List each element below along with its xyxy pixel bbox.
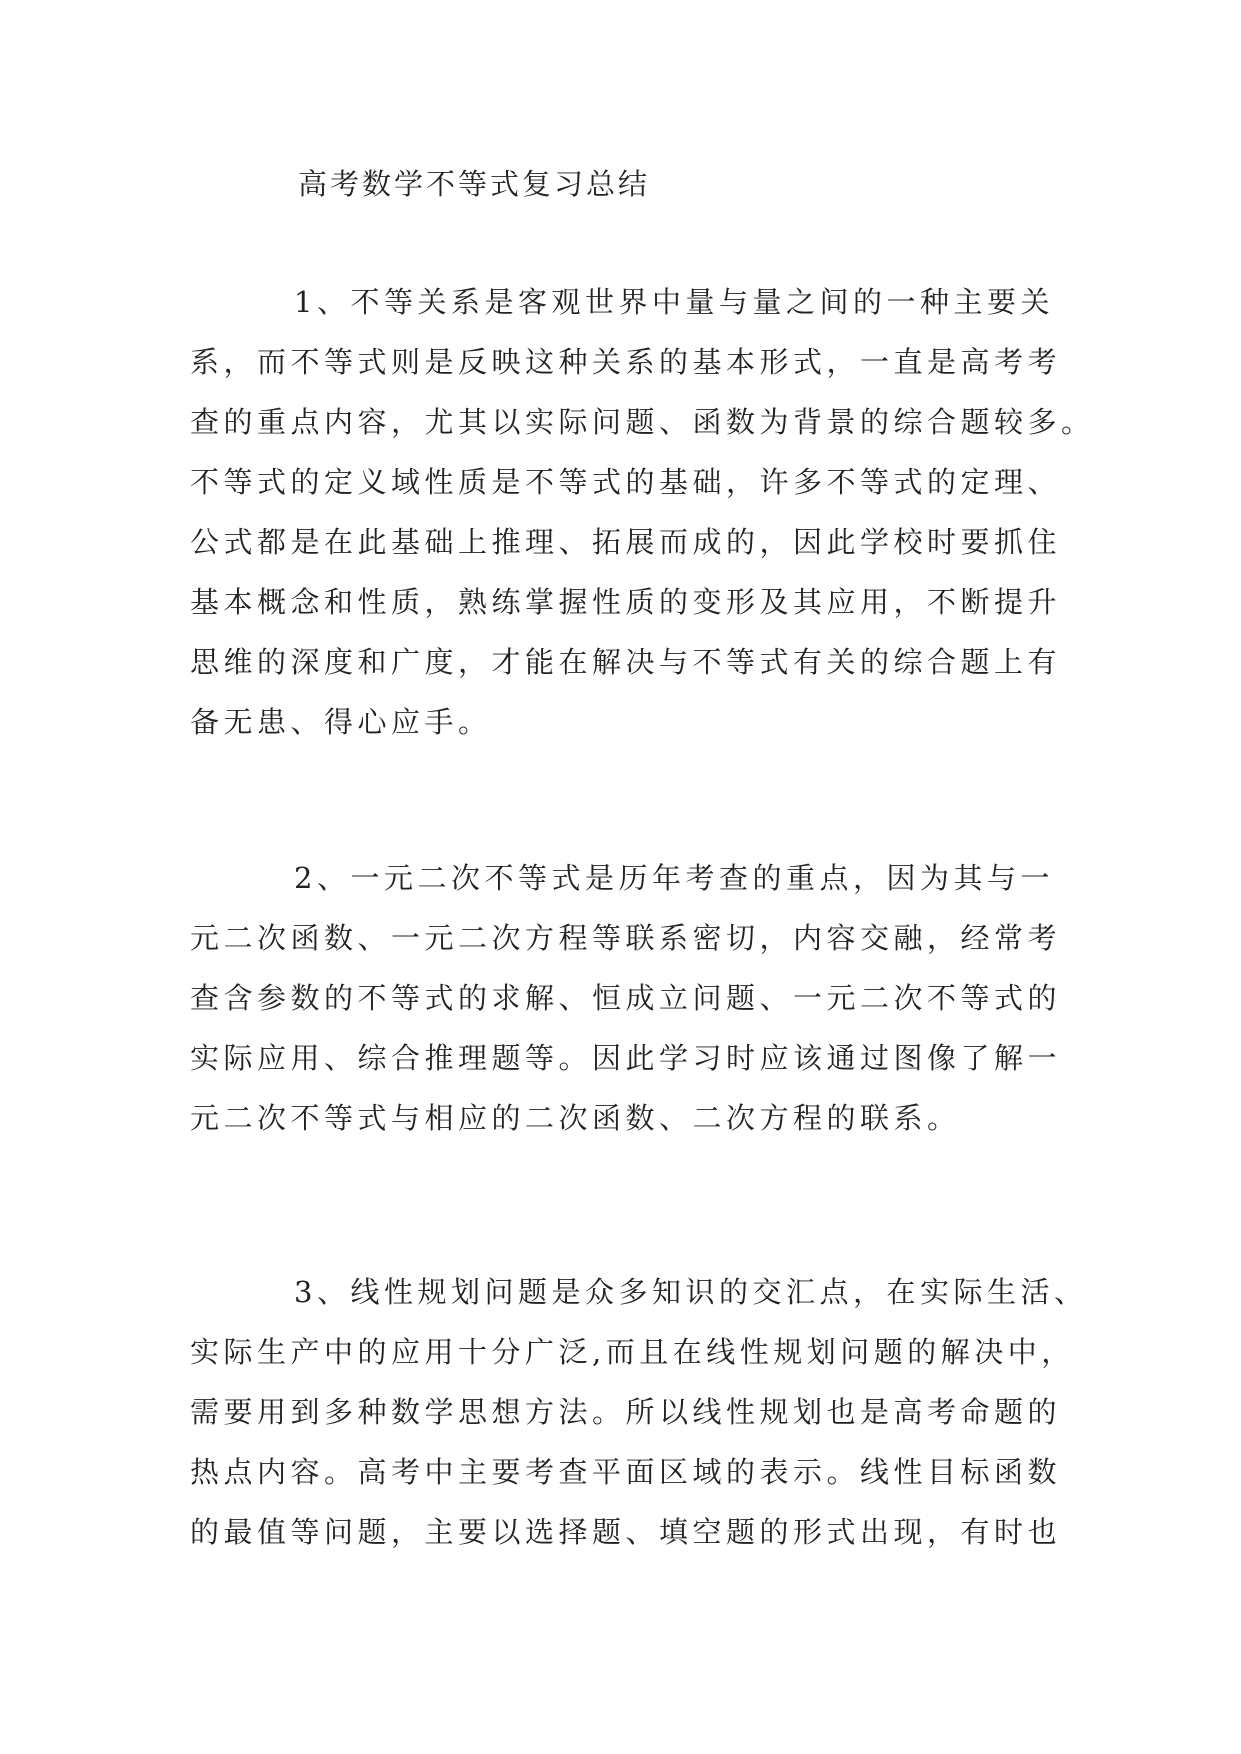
- paragraph-line: 元二次函数、一元二次方程等联系密切，内容交融，经常考: [190, 921, 1062, 955]
- paragraph-line: 基本概念和性质，熟练掌握性质的变形及其应用，不断提升: [190, 585, 1062, 619]
- document-title: 高考数学不等式复习总结: [298, 167, 651, 201]
- paragraph-line: 公式都是在此基础上推理、拓展而成的，因此学校时要抓住: [190, 525, 1062, 559]
- paragraph-line: 备无患、得心应手。: [190, 705, 492, 739]
- paragraph-line: 1、不等关系是客观世界中量与量之间的一种主要关: [294, 285, 1054, 319]
- paragraph-line: 查含参数的不等式的求解、恒成立问题、一元二次不等式的: [190, 981, 1062, 1015]
- paragraph-line: 需要用到多种数学思想方法。所以线性规划也是高考命题的: [190, 1395, 1062, 1429]
- paragraph-line: 不等式的定义域性质是不等式的基础，许多不等式的定理、: [190, 465, 1062, 499]
- paragraph-line: 实际生产中的应用十分广泛,而且在线性规划问题的解决中，: [190, 1335, 1075, 1369]
- paragraph-1: [190, 272, 1095, 752]
- paragraph-line: 思维的深度和广度，才能在解决与不等式有关的综合题上有: [190, 645, 1062, 679]
- paragraph-line: 3、线性规划问题是众多知识的交汇点，在实际生活、: [294, 1275, 1088, 1309]
- paragraph-2: [190, 848, 1062, 1148]
- paragraph-line: 系，而不等式则是反映这种关系的基本形式，一直是高考考: [190, 345, 1062, 379]
- paragraph-line: 2、一元二次不等式是历年考查的重点，因为其与一: [294, 861, 1054, 895]
- paragraph-line: 查的重点内容，尤其以实际问题、函数为背景的综合题较多。: [190, 405, 1095, 439]
- paragraph-line: 实际应用、综合推理题等。因此学习时应该通过图像了解一: [190, 1041, 1062, 1075]
- paragraph-line: 热点内容。高考中主要考查平面区域的表示。线性目标函数: [190, 1455, 1062, 1489]
- paragraph-3: [190, 1262, 1088, 1562]
- paragraph-line: 元二次不等式与相应的二次函数、二次方程的联系。: [190, 1101, 961, 1135]
- paragraph-line: 的最值等问题，主要以选择题、填空题的形式出现，有时也: [190, 1515, 1062, 1549]
